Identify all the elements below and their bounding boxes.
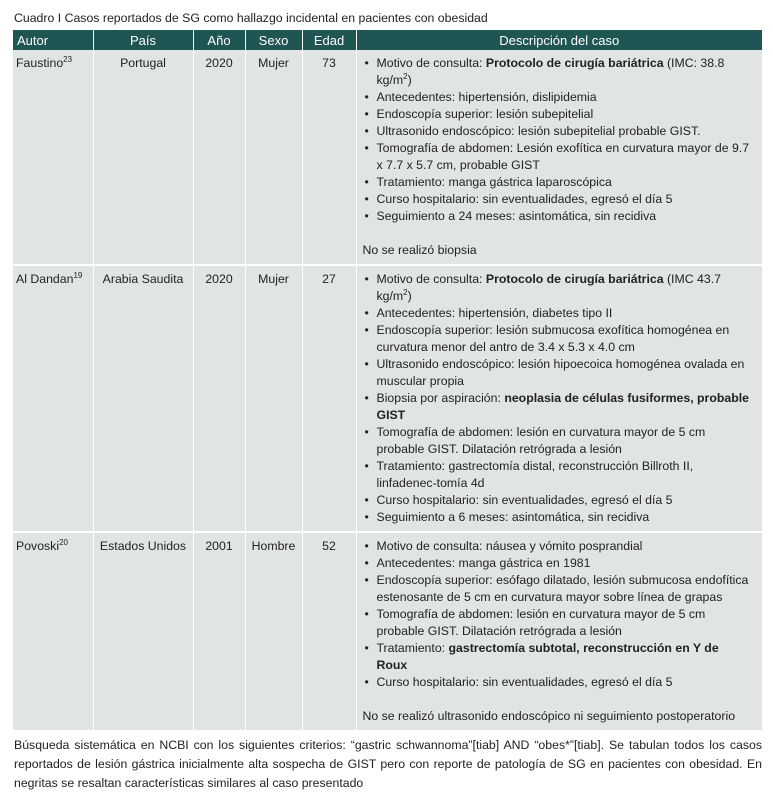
cell-descripcion xyxy=(356,50,763,265)
table-row xyxy=(13,532,763,731)
cell-autor xyxy=(13,532,93,731)
text-segment: Curso hospitalario: sin eventualidades, egresó el día 5 xyxy=(376,192,673,206)
cell-sexo: Mujer xyxy=(245,265,302,532)
description-list xyxy=(363,271,753,526)
table-header-row xyxy=(13,30,763,50)
header-autor: Autor xyxy=(13,30,93,50)
description-item xyxy=(363,538,753,555)
text-segment: Endoscopía superior: lesión subepitelial xyxy=(376,107,594,121)
bold-text: neoplasia de células fusiformes, probable GIST xyxy=(376,391,749,422)
text-segment: Curso hospitalario: sin eventualidades, egresó el día 5 xyxy=(376,493,673,507)
description-item xyxy=(363,424,753,458)
description-item xyxy=(363,640,753,674)
text-segment: Tratamiento: xyxy=(376,641,449,655)
cell-anio: 2020 xyxy=(193,50,245,265)
cell-pais: Arabia Saudita xyxy=(93,265,193,532)
text-segment: 2 xyxy=(403,288,408,297)
text-segment: 2 xyxy=(403,72,408,81)
author-name: Faustino xyxy=(16,56,64,70)
description-item xyxy=(363,140,753,174)
cell-descripcion xyxy=(356,265,763,532)
reference-number: 19 xyxy=(73,271,83,280)
description-item xyxy=(363,55,753,89)
cell-descripcion xyxy=(356,532,763,731)
cell-autor xyxy=(13,50,93,265)
text-segment: Motivo de consulta: xyxy=(376,56,486,70)
description-item xyxy=(363,458,753,492)
text-segment: Antecedentes: hipertensión, dislipidemia xyxy=(376,90,597,104)
author-name: Al Dandan xyxy=(16,272,74,286)
header-edad: Edad xyxy=(302,30,356,50)
header-descripcion: Descripción del caso xyxy=(356,30,763,50)
description-item xyxy=(363,208,753,225)
case-note: No se realizó ultrasonido endoscópico ni seguimiento postoperatorio xyxy=(362,709,736,723)
description-item xyxy=(363,674,753,691)
table-body xyxy=(13,50,763,731)
text-segment: Endoscopía superior: esófago dilatado, lesión submucosa endofítica estenosante de 5 cm en curvatura mayor sobre línea de grapas xyxy=(376,573,749,604)
description-item xyxy=(363,106,753,123)
description-item xyxy=(363,572,753,606)
text-segment: Antecedentes: manga gástrica en 1981 xyxy=(376,556,591,570)
description-item xyxy=(363,356,753,390)
text-segment: ) xyxy=(407,73,412,87)
text-segment: (IMC 43.7 kg/m xyxy=(376,272,721,303)
cell-pais: Portugal xyxy=(93,50,193,265)
bold-text: Protocolo de cirugía bariátrica xyxy=(485,272,664,286)
text-segment: (IMC: 38.8 kg/m xyxy=(376,56,725,87)
description-item xyxy=(363,305,753,322)
text-segment: Tomografía de abdomen: lesión en curvatura mayor de 5 cm probable GIST. Dilatación retrógrada a lesión xyxy=(376,607,706,638)
text-segment: Seguimiento a 6 meses: asintomática, sin recidiva xyxy=(376,510,650,524)
footnote: Búsqueda sistemática en NCBI con los siguientes criterios: “gastric schwannoma”[tiab] AND “obes*”[tiab]. Se tabulan todos los casos reportados de lesión gástrica inicialmente alta sospecha de GIST pero con reporte de patología de SG en pacientes con obesidad. En negritas se resaltan características similares al caso presentado xyxy=(14,738,762,790)
description-item xyxy=(363,390,753,424)
bold-text: Protocolo de cirugía bariátrica xyxy=(485,56,664,70)
text-segment: Ultrasonido endoscópico: lesión subepitelial probable GIST. xyxy=(376,124,701,138)
cases-table xyxy=(13,30,763,732)
text-segment: Curso hospitalario: sin eventualidades, egresó el día 5 xyxy=(376,675,673,689)
author-name: Povoski xyxy=(16,539,60,553)
text-segment: Tratamiento: manga gástrica laparoscópica xyxy=(376,175,612,189)
description-item xyxy=(363,123,753,140)
header-pais: País xyxy=(93,30,193,50)
text-segment: Motivo de consulta: náusea y vómito posprandial xyxy=(376,539,643,553)
cell-anio: 2020 xyxy=(193,265,245,532)
cell-autor xyxy=(13,265,93,532)
text-segment: Tomografía de abdomen: Lesión exofítica en curvatura mayor de 9.7 x 7.7 x 5.7 cm, probable GIST xyxy=(376,141,750,172)
description-list xyxy=(363,55,753,225)
text-segment: ) xyxy=(407,289,412,303)
text-segment: Biopsia por aspiración: xyxy=(376,391,505,405)
header-anio: Año xyxy=(193,30,245,50)
table-caption: Cuadro I Casos reportados de SG como hallazgo incidental en pacientes con obesidad xyxy=(14,11,488,25)
cell-edad: 27 xyxy=(302,265,356,532)
description-item xyxy=(363,492,753,509)
table-row xyxy=(13,265,763,532)
cell-edad: 73 xyxy=(302,50,356,265)
bold-text: gastrectomía subtotal, reconstrucción en Y de Roux xyxy=(376,641,719,672)
cell-edad: 52 xyxy=(302,532,356,731)
cell-anio: 2001 xyxy=(193,532,245,731)
text-segment: Tomografía de abdomen: lesión en curvatura mayor de 5 cm probable GIST. Dilatación retrógrada a lesión xyxy=(376,425,706,456)
header-sexo: Sexo xyxy=(245,30,302,50)
description-item xyxy=(363,89,753,106)
table-row xyxy=(13,50,763,265)
text-segment: Endoscopía superior: lesión submucosa exofítica homogénea en curvatura menor del antro de 3.4 x 5.3 x 4.0 cm xyxy=(376,323,730,354)
description-item xyxy=(363,191,753,208)
reference-number: 20 xyxy=(59,538,68,547)
text-segment: Seguimiento a 24 meses: asintomática, sin recidiva xyxy=(376,209,657,223)
case-note: No se realizó biopsia xyxy=(362,243,477,257)
description-item xyxy=(363,509,753,526)
description-item xyxy=(363,322,753,356)
description-item xyxy=(363,174,753,191)
cell-sexo: Mujer xyxy=(245,50,302,265)
cell-sexo: Hombre xyxy=(245,532,302,731)
text-segment: Tratamiento: gastrectomía distal, reconstrucción Billroth II, linfadenec-tomía 4d xyxy=(376,459,694,490)
cell-pais: Estados Unidos xyxy=(93,532,193,731)
reference-number: 23 xyxy=(63,55,73,64)
text-segment: Motivo de consulta: xyxy=(376,272,486,286)
text-segment: Antecedentes: hipertensión, diabetes tipo II xyxy=(376,306,613,320)
text-segment: Ultrasonido endoscópico: lesión hipoecoica homogénea ovalada en muscular propia xyxy=(376,357,745,388)
description-list xyxy=(363,538,753,691)
description-item xyxy=(363,606,753,640)
description-item xyxy=(363,271,753,305)
description-item xyxy=(363,555,753,572)
